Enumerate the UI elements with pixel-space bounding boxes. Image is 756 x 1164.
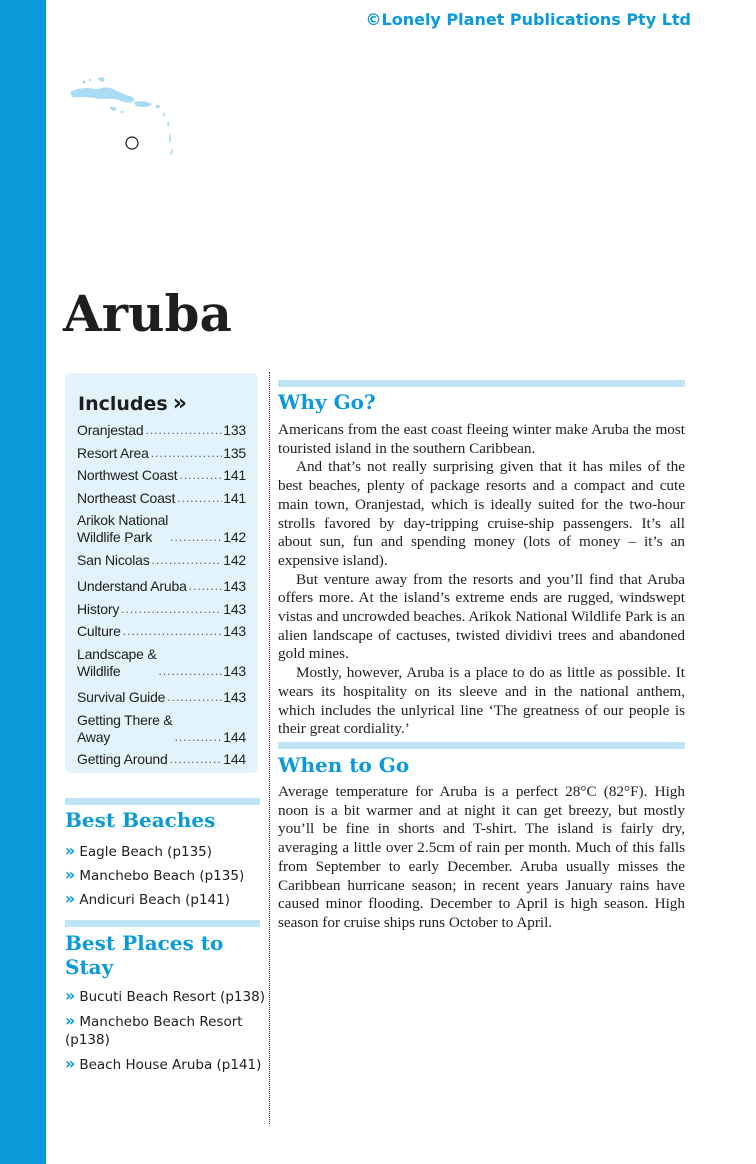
list-item-label: Manchebo Beach Resort (p138) (65, 1014, 243, 1048)
toc-item (77, 512, 246, 546)
toc-item-page: 133 (223, 422, 246, 438)
toc-item-page: 143 (223, 578, 246, 594)
toc-item-label: History (77, 600, 120, 617)
toc-item (77, 578, 246, 595)
leader-dots (170, 529, 222, 546)
why-go-text (278, 421, 685, 739)
leader-dots (145, 422, 222, 439)
toc-item-label: Northeast Coast (77, 489, 176, 506)
why-go-heading: Why Go? (278, 390, 376, 414)
list-item (65, 866, 265, 885)
toc-item-label: Culture (77, 623, 121, 639)
list-item-label: Bucuti Beach Resort (p138) (79, 989, 265, 1005)
toc-item (77, 712, 246, 746)
list-item (65, 987, 265, 1006)
chevron-right-icon: » (65, 841, 76, 860)
chevron-right-icon: » (65, 986, 76, 1005)
best-beaches-list (65, 842, 265, 914)
leader-dots (121, 601, 222, 618)
list-item-label: Eagle Beach (p135) (79, 844, 213, 860)
leader-dots (177, 490, 222, 507)
toc-item-label: San Nicolas (77, 551, 150, 568)
toc-item-page: 143 (223, 689, 246, 705)
toc-item-page: 143 (223, 623, 246, 639)
leader-dots (159, 663, 223, 680)
paragraph: Mostly, however, Aruba is a place to do as little as possible. It wears its hospitality on its sleeve and in the national anthem, which includes the unlyrical line ‘The greatness of our people is their great cordiality.’ (278, 664, 685, 738)
list-item-label: Beach House Aruba (p141) (79, 1057, 262, 1073)
leader-dots (152, 552, 223, 569)
toc-item-label: Survival Guide (77, 689, 166, 705)
leader-dots (167, 689, 222, 706)
toc-item (77, 751, 246, 768)
best-beaches-rule (65, 798, 260, 805)
toc-item-page: 141 (223, 467, 246, 483)
toc-item-label: Arikok National Wildlife Park (77, 512, 169, 545)
list-item (65, 890, 265, 909)
leader-dots (123, 623, 223, 640)
toc-item (77, 646, 246, 680)
toc-item-label: Oranjestad (77, 422, 144, 438)
toc-item-page: 135 (223, 444, 246, 461)
best-beaches-heading: Best Beaches (65, 808, 216, 832)
caribbean-locator-map-icon (64, 72, 184, 158)
toc-item-page: 142 (223, 551, 246, 568)
toc-item-page: 144 (223, 728, 246, 745)
includes-heading: Includes » (78, 391, 184, 416)
toc-item-page: 141 (223, 489, 246, 506)
toc-item-page: 143 (223, 662, 246, 679)
leader-dots (179, 467, 222, 484)
toc-item (77, 490, 246, 507)
toc-item-page: 143 (223, 600, 246, 617)
toc-item-page: 144 (223, 751, 246, 767)
paragraph: Americans from the east coast fleeing winter make Aruba the most touristed island in the southern Caribbean. (278, 421, 685, 457)
toc-item-label: Northwest Coast (77, 467, 178, 483)
toc-item-page: 142 (223, 529, 246, 545)
leader-dots (170, 751, 223, 768)
best-places-rule (65, 920, 260, 927)
toc-item-label: Getting Around (77, 751, 168, 767)
toc-item (77, 601, 246, 618)
toc-item (77, 689, 246, 706)
best-places-list (65, 987, 265, 1080)
when-to-go-rule (278, 742, 685, 749)
paragraph: Average temperature for Aruba is a perfect 28°C (82°F). High noon is a bit warmer and at night it can get breezy, but mostly you’ll be fine in shorts and T-shirt. The island is fairly dry, averaging a little over 2.5cm of rain per month. Much of this falls from September to early December. Aruba usually misses the Caribbean hurricane season; in recent years January rains have caused minor flooding. December to April is high season. High season for cruise ships runs October to April. (278, 783, 685, 931)
column-divider (269, 372, 270, 1124)
paragraph: And that’s not really surprising given that it has miles of the best beaches, plenty of package resorts and a compact and cute main town, Oranjestad, which is ideally suited for the two-hour strolls favored by day-tripping cruise-ship passengers. It’s all about sun, fun and spending money (lots of money – it’s an expensive island). (278, 458, 685, 569)
leader-dots (175, 729, 223, 746)
why-go-rule (278, 380, 685, 387)
chevron-right-icon: » (65, 1011, 76, 1030)
toc-item (77, 422, 246, 439)
toc-item-label: Landscape & Wildlife (77, 645, 157, 679)
list-item-label: Andicuri Beach (p141) (79, 892, 231, 908)
copyright-notice: ©Lonely Planet Publications Pty Ltd (365, 10, 691, 29)
toc-item-label: Understand Aruba (77, 578, 187, 594)
toc-item (77, 552, 246, 569)
best-places-heading: Best Places to Stay (65, 931, 224, 979)
paragraph: But venture away from the resorts and you’ll find that Aruba offers more. At the island’s extreme ends are rugged, windswept vistas and uncrowded beaches. Arikok National Wildlife Park is an alien landscape of cactuses, twisted dividivi trees and abandoned gold mines. (278, 570, 685, 663)
list-item (65, 842, 265, 861)
leader-dots (189, 578, 223, 595)
list-item (65, 1055, 265, 1074)
when-to-go-text (278, 783, 685, 933)
includes-list (77, 422, 246, 768)
chevron-right-icon: » (65, 889, 76, 908)
toc-item (77, 467, 246, 484)
chevron-right-icon: » (65, 865, 76, 884)
toc-item (77, 623, 246, 640)
list-item-label: Manchebo Beach (p135) (79, 868, 245, 884)
toc-item-label: Getting There & Away (77, 711, 173, 745)
double-chevron-icon: » (172, 391, 184, 416)
includes-box (65, 373, 258, 773)
when-to-go-heading: When to Go (278, 753, 410, 777)
chevron-right-icon: » (65, 1054, 76, 1073)
toc-item-label: Resort Area (77, 444, 149, 461)
page-title: Aruba (63, 284, 232, 343)
leader-dots (151, 445, 223, 462)
list-item (65, 1012, 265, 1049)
toc-item (77, 445, 246, 462)
side-color-bar (0, 0, 46, 1164)
